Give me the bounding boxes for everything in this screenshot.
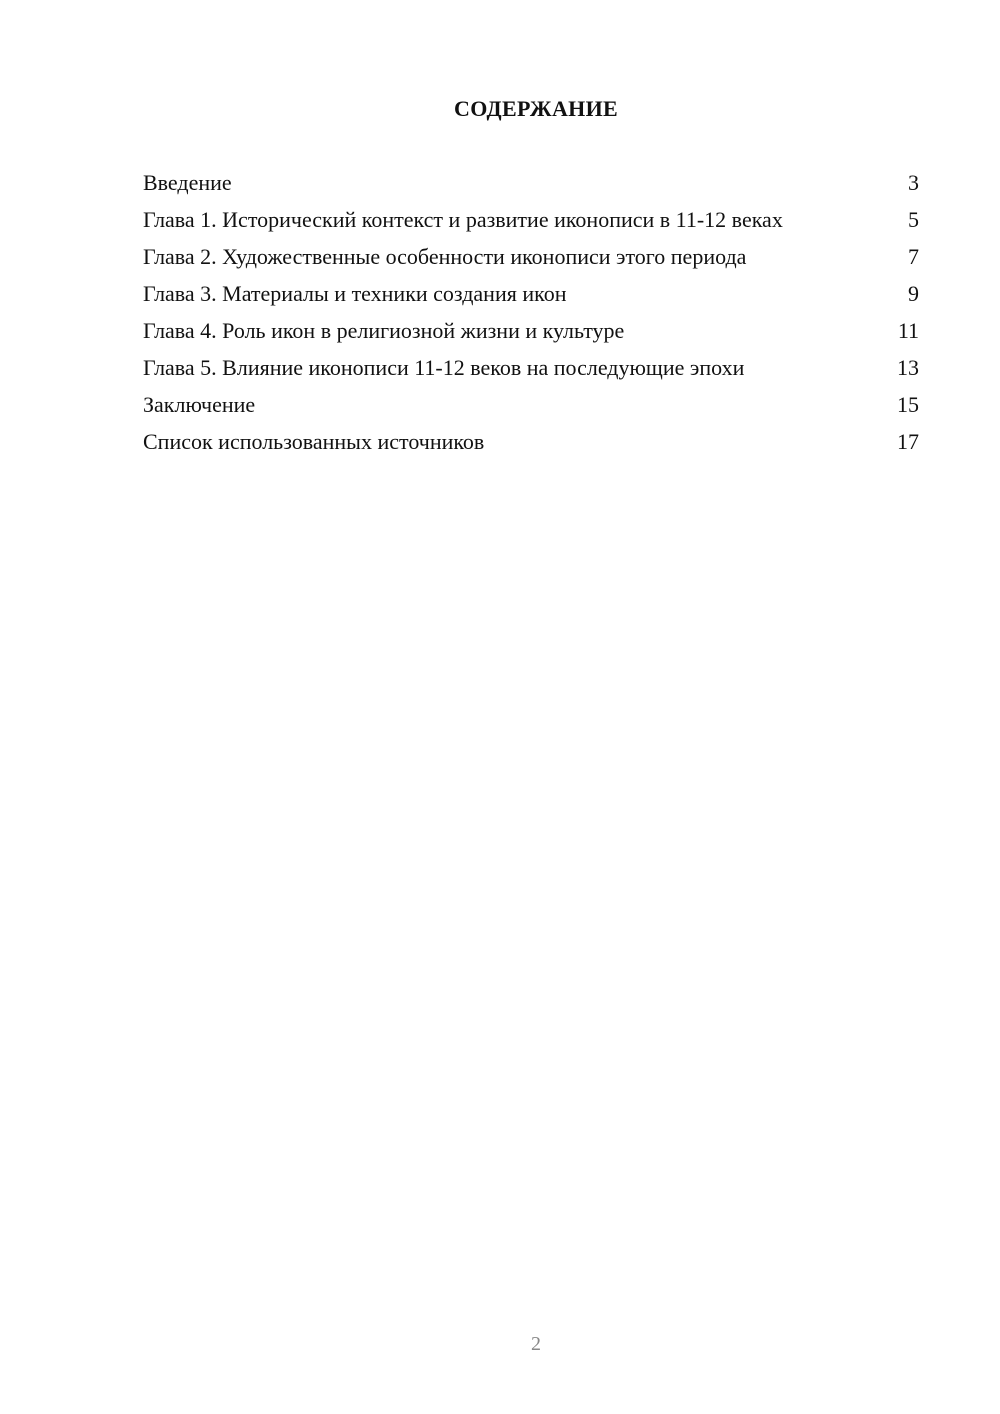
toc-entry-page: 7 — [908, 244, 919, 269]
toc-entry-label: Глава 3. Материалы и техники создания икон — [143, 281, 567, 306]
table-of-contents — [143, 169, 919, 465]
toc-entry-references — [143, 428, 919, 455]
toc-entry-page: 5 — [908, 207, 919, 232]
toc-title: СОДЕРЖАНИЕ — [454, 96, 618, 121]
toc-entry-label: Глава 5. Влияние иконописи 11-12 веков на последующие эпохи — [143, 355, 745, 380]
toc-entry-page: 13 — [897, 355, 919, 380]
toc-entry-chapter-1 — [143, 206, 919, 233]
toc-entry-chapter-5 — [143, 354, 919, 381]
toc-entry-page: 9 — [908, 281, 919, 306]
toc-entry-chapter-2 — [143, 243, 919, 270]
toc-entry-label: Глава 4. Роль икон в религиозной жизни и культуре — [143, 318, 625, 343]
toc-entry-label: Введение — [143, 170, 232, 195]
toc-entry-label: Глава 2. Художественные особенности иконописи этого периода — [143, 244, 747, 269]
toc-entry-label: Заключение — [143, 392, 256, 417]
toc-entry-page: 3 — [908, 170, 919, 195]
toc-entry-label: Список использованных источников — [143, 429, 485, 454]
toc-entry-chapter-4 — [143, 317, 919, 344]
toc-entry-chapter-3 — [143, 280, 919, 307]
toc-entry-introduction — [143, 169, 919, 196]
toc-entry-page: 15 — [897, 392, 919, 417]
page-number: 2 — [531, 1333, 541, 1355]
toc-entry-label: Глава 1. Исторический контекст и развитие иконописи в 11-12 веках — [143, 207, 783, 232]
toc-entry-page: 11 — [897, 318, 919, 343]
toc-entry-conclusion — [143, 391, 919, 418]
toc-entry-page: 17 — [897, 429, 919, 454]
